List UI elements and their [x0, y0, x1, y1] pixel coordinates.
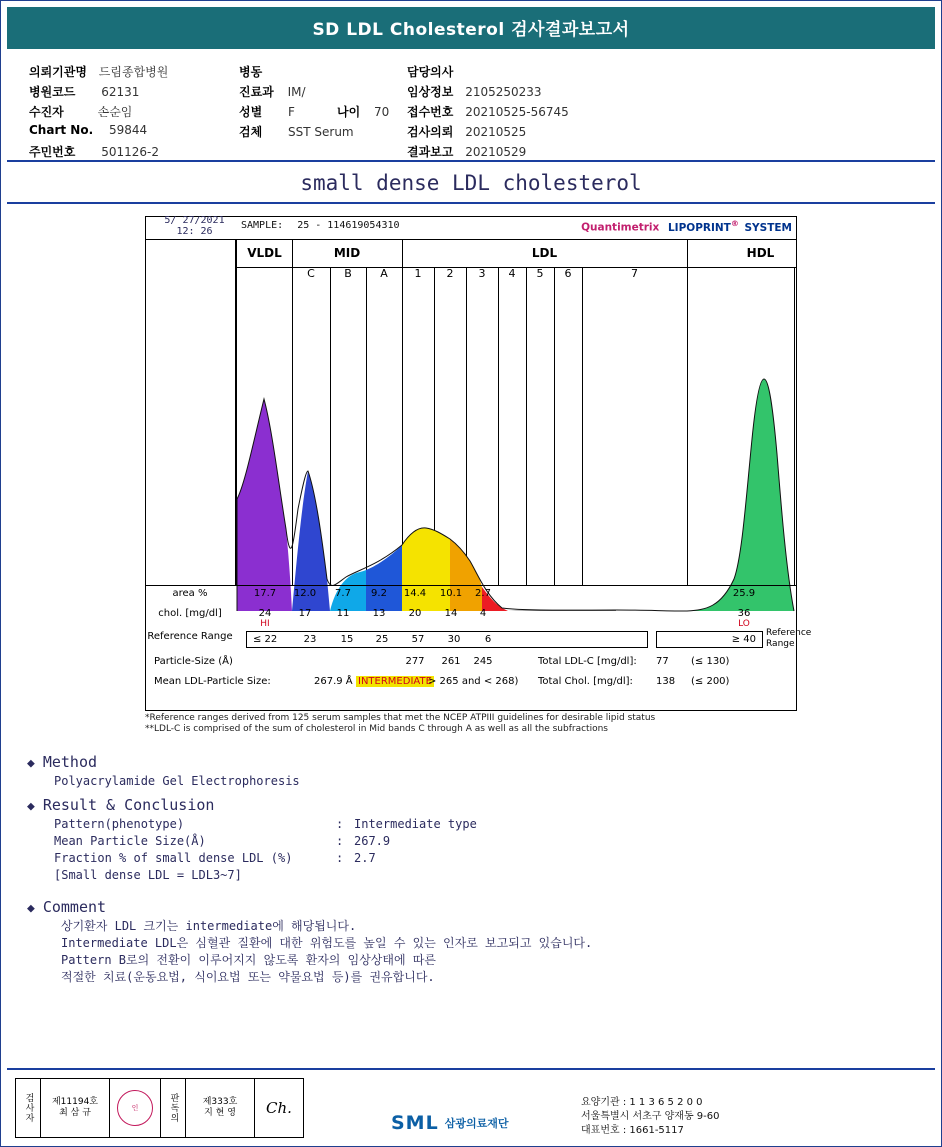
mean-particle-size-label: Mean LDL-Particle Size:	[154, 676, 271, 687]
field-label: 진료과	[239, 85, 274, 99]
chol-vldl-flag: HI	[260, 619, 270, 629]
reader-name: 지 현 영	[204, 1108, 236, 1118]
band-header-hdl: HDL	[746, 246, 775, 260]
row-label-chol: chol. [mg/dl]	[158, 608, 222, 619]
section-body-comment	[61, 918, 941, 986]
field-label: 검사의뢰	[407, 125, 454, 139]
result-note: [Small dense LDL = LDL3~7]	[54, 868, 242, 882]
field-value: 59844	[108, 123, 148, 137]
subband-label-1: 1	[414, 267, 422, 280]
mean-pattern-tag: INTERMEDIATE	[358, 676, 432, 687]
seal-icon: 인	[117, 1090, 153, 1126]
particle-size-ldl2: 261	[441, 656, 461, 667]
particle-size-ldl3: 245	[473, 656, 493, 667]
lab-logo-block	[391, 1112, 508, 1134]
band-header-ldl: LDL	[402, 239, 688, 267]
field-label: 병동	[239, 65, 263, 79]
field-label: 나이	[337, 105, 361, 119]
chol-hdl: 36	[737, 608, 751, 619]
subband-label-5: 5	[536, 267, 544, 280]
contact-line: 대표번호 : 1661-5117	[581, 1125, 684, 1136]
total-ldl-c-ref: (≤ 130)	[691, 656, 730, 667]
chol-ldl3: 4	[479, 608, 487, 619]
field-label: 결과보고	[407, 145, 454, 159]
area-mid-b: 7.7	[335, 588, 351, 599]
ref-hdl: ≥ 40	[731, 634, 756, 645]
chol-mid-a: 13	[372, 608, 386, 619]
field-value: 70	[374, 105, 390, 119]
area-ldl3: 2.7	[475, 588, 491, 599]
field-label: 담당의사	[407, 65, 454, 79]
mean-range-note: > 265 and < 268)	[428, 676, 519, 687]
report-top-bar	[146, 217, 796, 240]
subband-label-c: C	[307, 267, 315, 280]
page-title: SD LDL Cholesterol 검사결과보고서	[7, 7, 935, 49]
contact-line: 요양기관 : 1 1 3 6 5 2 0 0	[581, 1097, 703, 1108]
ref-ldl1: 57	[411, 634, 425, 645]
total-chol-ref: (≤ 200)	[691, 676, 730, 687]
area-ldl2: 10.1	[439, 588, 463, 599]
result-sections	[27, 753, 941, 986]
result-key: Pattern(phenotype)	[54, 817, 185, 831]
area-mid-a: 9.2	[371, 588, 387, 599]
subband-label-6: 6	[564, 267, 572, 280]
subband-label-7: 7	[631, 267, 638, 280]
ref-ldl3: 6	[484, 634, 492, 645]
particle-size-ldl1: 277	[405, 656, 425, 667]
diamond-icon: ◆	[27, 799, 35, 814]
footer-divider	[7, 1068, 935, 1070]
stamp-seal	[110, 1079, 161, 1137]
signature-stamp-block	[15, 1078, 304, 1138]
ref-mid-b: 15	[340, 634, 354, 645]
field-value: 2105250233	[465, 85, 542, 99]
electrophoresis-plot	[146, 239, 796, 586]
footnote-2: **LDL-C is comprised of the sum of cholesterol in Mid bands C through A as well as all the subfractions	[145, 724, 608, 734]
result-key: Mean Particle Size(Å)	[54, 834, 206, 848]
report-footnotes	[145, 713, 797, 735]
row-cholesterol	[146, 608, 796, 628]
field-value: 20210525-56745	[465, 105, 569, 119]
chol-mid-c: 17	[298, 608, 312, 619]
comment-line: 적절한 치료(운동요법, 식이요법 또는 약물요법 등)를 권유합니다.	[61, 970, 435, 984]
chart-title: small dense LDL cholesterol	[7, 162, 935, 204]
comment-line: 상기환자 LDL 크기는 intermediate에 해당됩니다.	[61, 919, 357, 933]
brand-lipoprint: LIPOPRINT	[667, 221, 731, 234]
chol-hdl-flag: LO	[738, 619, 750, 629]
result-sep: :	[336, 834, 344, 848]
row-label-area: area %	[172, 588, 208, 599]
report-time: 12: 26	[176, 226, 213, 237]
field-value: 드림종합병원	[98, 65, 169, 79]
lipoprint-report-panel	[145, 215, 812, 711]
report-data-rows	[146, 586, 812, 710]
diamond-icon: ◆	[27, 756, 35, 771]
section-heading-method: ◆ Method	[27, 753, 98, 771]
reference-range-box-right	[656, 631, 763, 648]
ref-vldl: ≤ 22	[253, 634, 278, 645]
comment-line: Pattern B로의 전환이 이루어지지 않도록 환자의 임상상태에 따른	[61, 953, 436, 967]
report-date: 5/ 27/2021	[164, 215, 225, 226]
sample-label: SAMPLE:	[241, 220, 284, 231]
field-value: 20210525	[465, 125, 527, 139]
row-reference-range	[146, 628, 812, 653]
stamp-role-reader: 판독의	[161, 1079, 186, 1137]
patient-info-block	[7, 55, 935, 162]
area-hdl: 25.9	[732, 588, 756, 599]
reference-range-right-label: Reference Range	[766, 628, 812, 649]
stamp-reader-info	[186, 1079, 255, 1137]
result-row	[54, 833, 941, 850]
brand-logo	[581, 219, 792, 234]
footnote-1: *Reference ranges derived from 125 serum samples that met the NCEP ATPIII guidelines for desirable lipid status	[145, 713, 656, 723]
section-heading-result: ◆ Result & Conclusion	[27, 796, 215, 814]
ref-mid-c: 23	[303, 634, 317, 645]
field-label: 접수번호	[407, 105, 454, 119]
subband-label-3: 3	[478, 267, 486, 280]
area-mid-c: 12.0	[293, 588, 317, 599]
field-label: 임상정보	[407, 85, 454, 99]
field-label: 성별	[239, 105, 263, 119]
signature-mark: Ch.	[266, 1098, 292, 1117]
lab-contact-info	[581, 1096, 720, 1138]
field-label: 병원코드	[29, 85, 76, 99]
row-mean-particle-size	[146, 676, 796, 696]
brand-system: SYSTEM	[744, 221, 792, 234]
result-value: 267.9	[354, 834, 391, 848]
total-ldl-c-label: Total LDL-C [mg/dl]:	[538, 656, 637, 667]
result-value: Intermediate type	[354, 817, 477, 831]
result-value: 2.7	[354, 851, 376, 865]
ref-ldl2: 30	[447, 634, 461, 645]
subband-label-b: B	[344, 267, 352, 280]
chol-ldl1: 20	[408, 608, 422, 619]
ref-mid-a: 25	[375, 634, 389, 645]
subband-label-a: A	[380, 267, 388, 280]
row-particle-size	[146, 656, 796, 676]
subband-label-4: 4	[508, 267, 516, 280]
method-line: Polyacrylamide Gel Electrophoresis	[54, 774, 300, 788]
band-header-vldl: VLDL	[237, 239, 293, 267]
lab-name: 삼광의료재단	[444, 1117, 509, 1130]
diamond-icon: ◆	[27, 901, 35, 916]
sml-logo-icon: SML	[391, 1112, 439, 1134]
field-value: F	[288, 105, 295, 119]
field-value: IM/	[287, 85, 306, 99]
field-value: 손순임	[97, 105, 133, 119]
result-sep: :	[336, 817, 344, 831]
chol-vldl: 24	[258, 608, 272, 619]
section-body-method	[54, 773, 941, 790]
result-row	[54, 850, 941, 867]
field-label: Chart No.	[29, 123, 94, 137]
field-value: SST Serum	[288, 125, 354, 139]
row-label-particle-size: Particle-Size (Å)	[154, 656, 233, 667]
field-label: 검체	[239, 125, 263, 139]
lipoprint-curve	[146, 239, 798, 612]
chol-ldl2: 14	[444, 608, 458, 619]
result-row	[54, 816, 941, 833]
report-datetime	[152, 215, 237, 237]
section-heading-comment: ◆ Comment	[27, 898, 107, 916]
registered-icon: ®	[730, 219, 739, 228]
row-label-reference: Reference Range	[147, 631, 233, 642]
contact-line: 서울특별시 서초구 양재동 9-60	[581, 1111, 720, 1122]
tester-name: 최 삼 규	[59, 1108, 91, 1118]
stamp-tester-info	[41, 1079, 110, 1137]
reference-range-box-left	[246, 631, 648, 648]
field-label: 주민번호	[29, 145, 76, 159]
field-value: 501126-2	[101, 145, 159, 159]
total-ldl-c-value: 77	[656, 656, 669, 667]
reader-license: 제333호	[202, 1097, 238, 1107]
area-vldl: 17.7	[253, 588, 277, 599]
total-chol-value: 138	[656, 676, 676, 687]
row-area-percent	[146, 588, 796, 608]
area-ldl1: 14.4	[403, 588, 427, 599]
stamp-role-tester: 검사자	[16, 1079, 41, 1137]
comment-line: Intermediate LDL은 심혈관 질환에 대한 위험도를 높일 수 있는 인자로 보고되고 있습니다.	[61, 936, 593, 950]
stamp-signature	[255, 1079, 303, 1137]
tester-license: 제11194호	[51, 1097, 99, 1107]
total-chol-label: Total Chol. [mg/dl]:	[538, 676, 633, 687]
chol-mid-b: 11	[336, 608, 350, 619]
field-value: 20210529	[465, 145, 527, 159]
field-label: 의뢰기관명	[29, 65, 87, 79]
mean-particle-size-value: 267.9 Å	[314, 676, 353, 687]
result-key: Fraction % of small dense LDL (%)	[54, 851, 293, 865]
band-header-mid: MID	[292, 239, 403, 267]
subband-label-2: 2	[446, 267, 454, 280]
sample-info	[241, 220, 400, 231]
brand-quantimetrix: Quantimetrix	[581, 221, 660, 234]
field-label: 수진자	[29, 105, 64, 119]
section-body-result	[54, 816, 941, 884]
field-value: 62131	[101, 85, 140, 99]
sample-value: 25 - 114619054310	[297, 220, 400, 231]
result-sep: :	[336, 851, 344, 865]
